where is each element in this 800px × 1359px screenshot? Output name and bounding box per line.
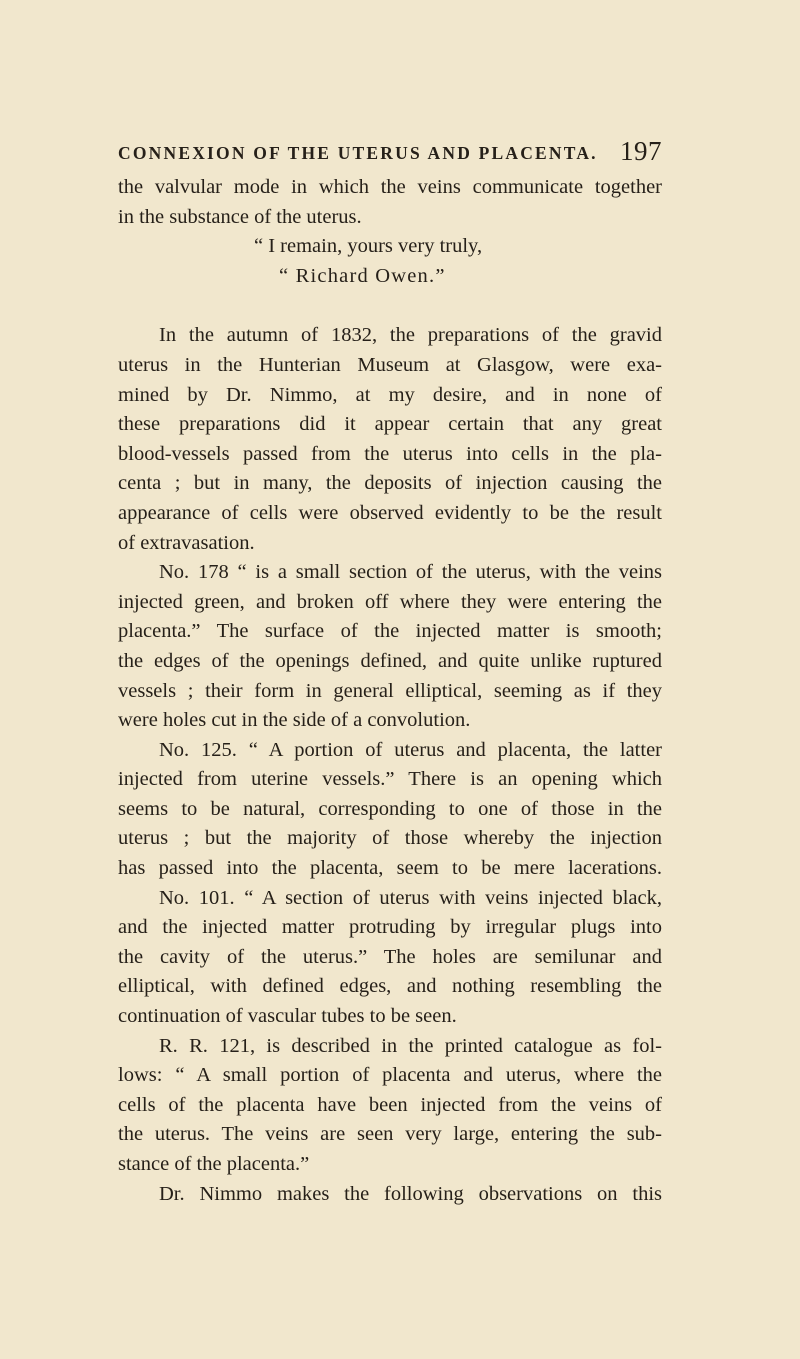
text-line: cells of the placenta have been injected from the veins of xyxy=(118,1093,662,1116)
text-line: has passed into the placenta, seem to be mere lacerations. xyxy=(118,857,662,880)
text-line: appearance of cells were observed evidently to be the result xyxy=(118,501,662,524)
text-line: No. 178 “ is a small section of the uterus, with the veins xyxy=(159,561,662,584)
text-line: injected green, and broken off where they were entering the xyxy=(118,590,662,613)
text-line: stance of the placenta.” xyxy=(118,1153,310,1175)
text-line: uterus in the Hunterian Museum at Glasgow, were exa- xyxy=(118,353,662,376)
text-line: were holes cut in the side of a convolution. xyxy=(118,709,471,732)
body-text xyxy=(118,173,662,1209)
text-line: elliptical, with defined edges, and nothing resembling the xyxy=(118,975,662,998)
letter-closing: “ I remain, yours very truly, xyxy=(254,235,483,258)
page-header xyxy=(118,138,662,178)
text-line: vessels ; their form in general elliptical, seeming as if they xyxy=(118,679,662,702)
text-line: these preparations did it appear certain that any great xyxy=(118,413,662,436)
text-line: of extravasation. xyxy=(118,531,255,554)
text-line: R. R. 121, is described in the printed catalogue as fol- xyxy=(159,1034,662,1057)
text-line: the cavity of the uterus.” The holes are semilunar and xyxy=(118,945,662,968)
text-line: injected from uterine vessels.” There is an opening which xyxy=(118,768,662,791)
text-line: lows: “ A small portion of placenta and uterus, where the xyxy=(118,1064,662,1087)
text-line: placenta.” The surface of the injected matter is smooth; xyxy=(118,620,662,643)
text-line: seems to be natural, corresponding to one of those in the xyxy=(118,797,662,820)
text-line: In the autumn of 1832, the preparations of the gravid xyxy=(159,324,662,347)
text-line: continuation of vascular tubes to be seen. xyxy=(118,1005,457,1028)
text-line: the uterus. The veins are seen very large, entering the sub- xyxy=(118,1123,662,1146)
paragraph-gap xyxy=(118,291,662,321)
text-line: and the injected matter protruding by irregular plugs into xyxy=(118,916,662,939)
page-number: 197 xyxy=(620,136,662,166)
text-line: No. 101. “ A section of uterus with veins injected black, xyxy=(159,886,662,909)
letter-signature: “ Richard Owen.” xyxy=(279,264,446,287)
text-line: No. 125. “ A portion of uterus and placenta, the latter xyxy=(159,738,662,761)
running-head: CONNEXION OF THE UTERUS AND PLACENTA. xyxy=(118,143,598,163)
text-line: the valvular mode in which the veins communicate together xyxy=(118,176,662,198)
text-line: in the substance of the uterus. xyxy=(118,205,362,228)
text-line: blood-vessels passed from the uterus into cells in the pla- xyxy=(118,442,662,465)
text-line: the edges of the openings defined, and quite unlike ruptured xyxy=(118,649,662,672)
text-line: uterus ; but the majority of those whereby the injection xyxy=(118,827,662,850)
text-line: mined by Dr. Nimmo, at my desire, and in none of xyxy=(118,383,662,406)
text-line: centa ; but in many, the deposits of injection causing the xyxy=(118,472,662,495)
text-line: Dr. Nimmo makes the following observations on this xyxy=(159,1182,662,1205)
